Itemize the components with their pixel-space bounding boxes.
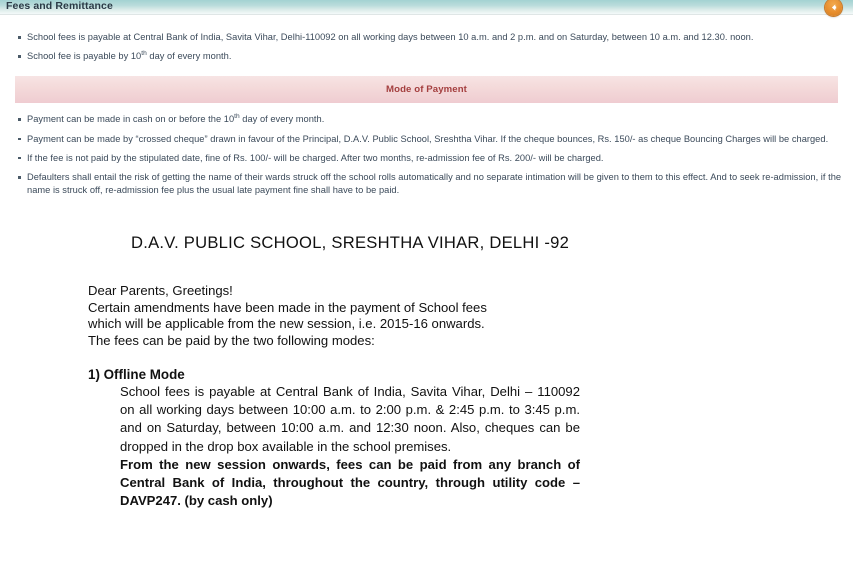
list-item: [0, 152, 853, 165]
document-section-1-bold-paragraph: From the new session onwards, fees can be paid from any branch of Central Bank of India, throughout the country, through utility code – DAVP247. (by cash only): [120, 456, 580, 509]
page-title: Fees and Remittance: [6, 0, 113, 12]
document-greeting: Dear Parents, Greetings!: [88, 283, 233, 299]
document-intro-line-1: Certain amendments have been made in the payment of School fees: [88, 299, 487, 315]
list-item-text-tail: day of every month.: [146, 51, 232, 62]
document-section-1-content: [88, 383, 580, 510]
mode-of-payment-bullet-list: [0, 103, 853, 197]
list-item-text: Payment can be made in cash on or before the 10: [27, 114, 235, 125]
document-section-1-heading: 1) Offline Mode: [88, 367, 185, 383]
document-section-1-paragraph: School fees is payable at Central Bank of India, Savita Vihar, Delhi – 110092 on all working days between 10:00 a.m. to 2:00 p.m. & 2:45 p.m. to 3:45 p.m. and on Saturday, between 10:00 a.m. and 12:30 noon. Also, cheques can be dropped in the drop box available in the school premises.: [120, 384, 580, 454]
ordinal-suffix: th: [234, 113, 240, 121]
ordinal-suffix: th: [141, 50, 147, 58]
list-item: [0, 133, 853, 146]
mode-of-payment-banner-wrap: [0, 63, 853, 103]
page-header-bar: [0, 0, 853, 14]
mode-of-payment-title: Mode of Payment: [386, 84, 467, 96]
remittance-bullet-list: [0, 17, 853, 63]
list-item: [0, 171, 853, 197]
embedded-document: [0, 233, 853, 510]
document-spacer: [88, 349, 853, 365]
document-body: [0, 283, 853, 510]
list-item-text: Payment can be made by “crossed cheque” drawn in favour of the Principal, D.A.V. Public School, Sreshtha Vihar. If the cheque bounces, Rs. 150/- as cheque Bouncing Charges will be charged.: [27, 133, 829, 144]
list-item-text: Defaulters shall entail the risk of getting the name of their wards struck off the school rolls automatically and no separate intimation will be given to them to this effect. And to seek re-admission, if the name is struck off, re-admission fee plus the usual late payment fine shall have to be paid.: [27, 172, 842, 196]
document-intro-line-2: which will be applicable from the new session, i.e. 2015-16 onwards.: [88, 316, 485, 332]
list-item: [0, 50, 853, 63]
list-item-text-tail: day of every month.: [239, 114, 325, 125]
document-title: D.A.V. PUBLIC SCHOOL, SRESHTHA VIHAR, DELHI -92: [131, 233, 570, 253]
list-item-text: If the fee is not paid by the stipulated date, fine of Rs. 100/- will be charged. After two months, re-admission fee of Rs. 200/- will be charged.: [27, 152, 604, 163]
list-item-text: School fee is payable by 10: [27, 51, 142, 62]
document-intro-line-3: The fees can be paid by the two following modes:: [88, 332, 375, 348]
list-item: [0, 113, 853, 126]
mode-of-payment-banner: [15, 76, 838, 103]
list-item-text: School fees is payable at Central Bank of India, Savita Vihar, Delhi-110092 on all working days between 10 a.m. and 2 p.m. and on Saturday, between 10 a.m. and 12.30. noon.: [27, 32, 754, 42]
back-arrow-icon[interactable]: [825, 0, 842, 16]
list-item: [0, 31, 853, 44]
